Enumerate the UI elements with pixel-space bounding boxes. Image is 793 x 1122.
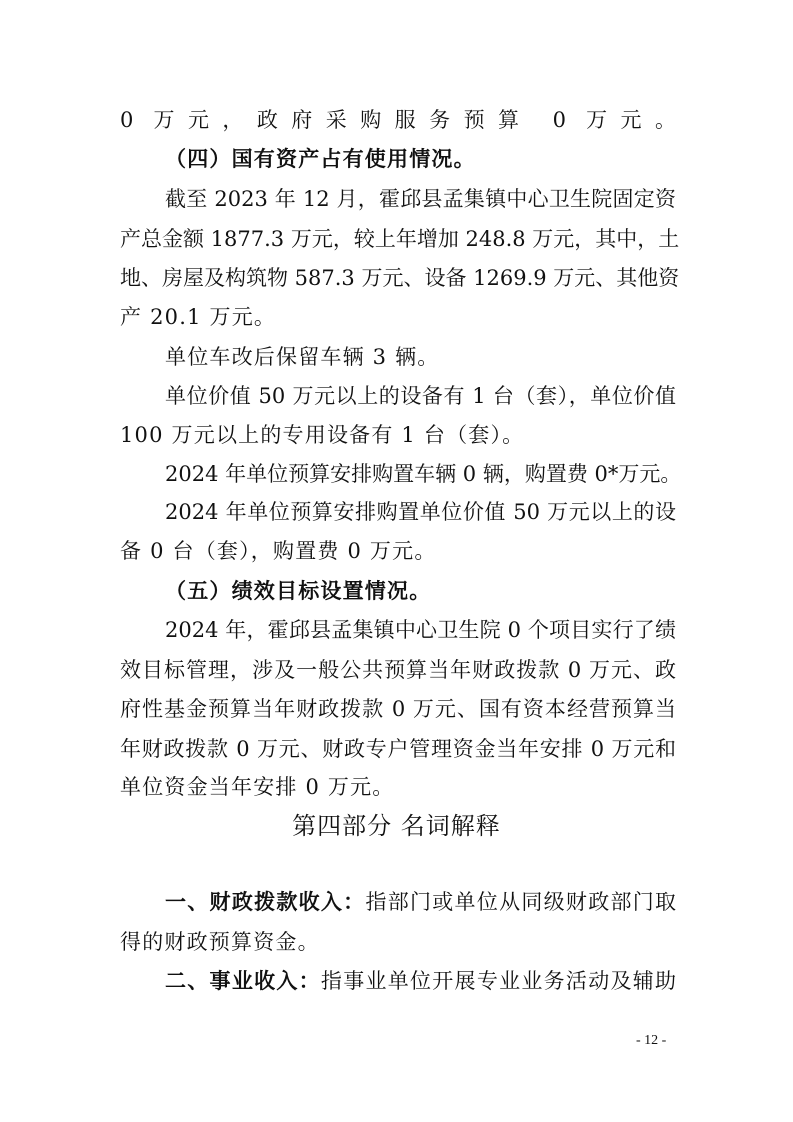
term-definition-line xyxy=(165,887,676,917)
term-definition-line: 得的财政预算资金。 xyxy=(120,930,320,954)
term-definition-line xyxy=(165,966,676,996)
term-text: 指事业单位开展专业业务活动及辅助 xyxy=(320,969,677,993)
subsection-heading-5: （五）绩效目标设置情况。 xyxy=(165,579,432,603)
paragraph-line: 年财政拨款 0 万元、财政专户管理资金当年安排 0 万元和 xyxy=(120,737,676,761)
paragraph-line: 地、房屋及构筑物 587.3 万元、设备 1269.9 万元、其他资 xyxy=(120,266,680,290)
paragraph-line: 效目标管理，涉及一般公共预算当年财政拨款 0 万元、政 xyxy=(120,658,676,682)
paragraph-line: 2024 年，霍邱县孟集镇中心卫生院 0 个项目实行了绩 xyxy=(165,618,676,642)
paragraph-line: 0 万元，政府采购服务预算 0 万元。 xyxy=(120,108,676,132)
section-title: 第四部分 名词解释 xyxy=(292,812,501,840)
page-number: - 12 - xyxy=(636,1033,667,1048)
paragraph-line: 2024 年单位预算安排购置车辆 0 辆，购置费 0*万元。 xyxy=(165,462,682,486)
paragraph-line: 单位资金当年安排 0 万元。 xyxy=(120,775,395,799)
paragraph-line: 单位价值 50 万元以上的设备有 1 台（套），单位价值 xyxy=(165,384,676,408)
paragraph-line: 截至 2023 年 12 月，霍邱县孟集镇中心卫生院固定资 xyxy=(165,187,676,211)
paragraph-line: 100 万元以上的专用设备有 1 台（套）。 xyxy=(120,423,525,447)
paragraph-line: 2024 年单位预算安排购置单位价值 50 万元以上的设 xyxy=(165,500,676,524)
term-label: 一、财政拨款收入： xyxy=(165,890,366,914)
term-text: 指部门或单位从同级财政部门取 xyxy=(365,890,677,914)
subsection-heading-4: （四）国有资产占有使用情况。 xyxy=(165,147,476,171)
paragraph-line: 产 20.1 万元。 xyxy=(120,305,277,329)
term-label: 二、事业收入： xyxy=(165,969,321,993)
paragraph-line: 产总金额 1877.3 万元，较上年增加 248.8 万元，其中，土 xyxy=(120,227,680,251)
paragraph-line: 府性基金预算当年财政拨款 0 万元、国有资本经营预算当 xyxy=(120,697,676,721)
paragraph-line: 单位车改后保留车辆 3 辆。 xyxy=(165,345,440,369)
paragraph-line: 备 0 台（套），购置费 0 万元。 xyxy=(120,539,437,563)
